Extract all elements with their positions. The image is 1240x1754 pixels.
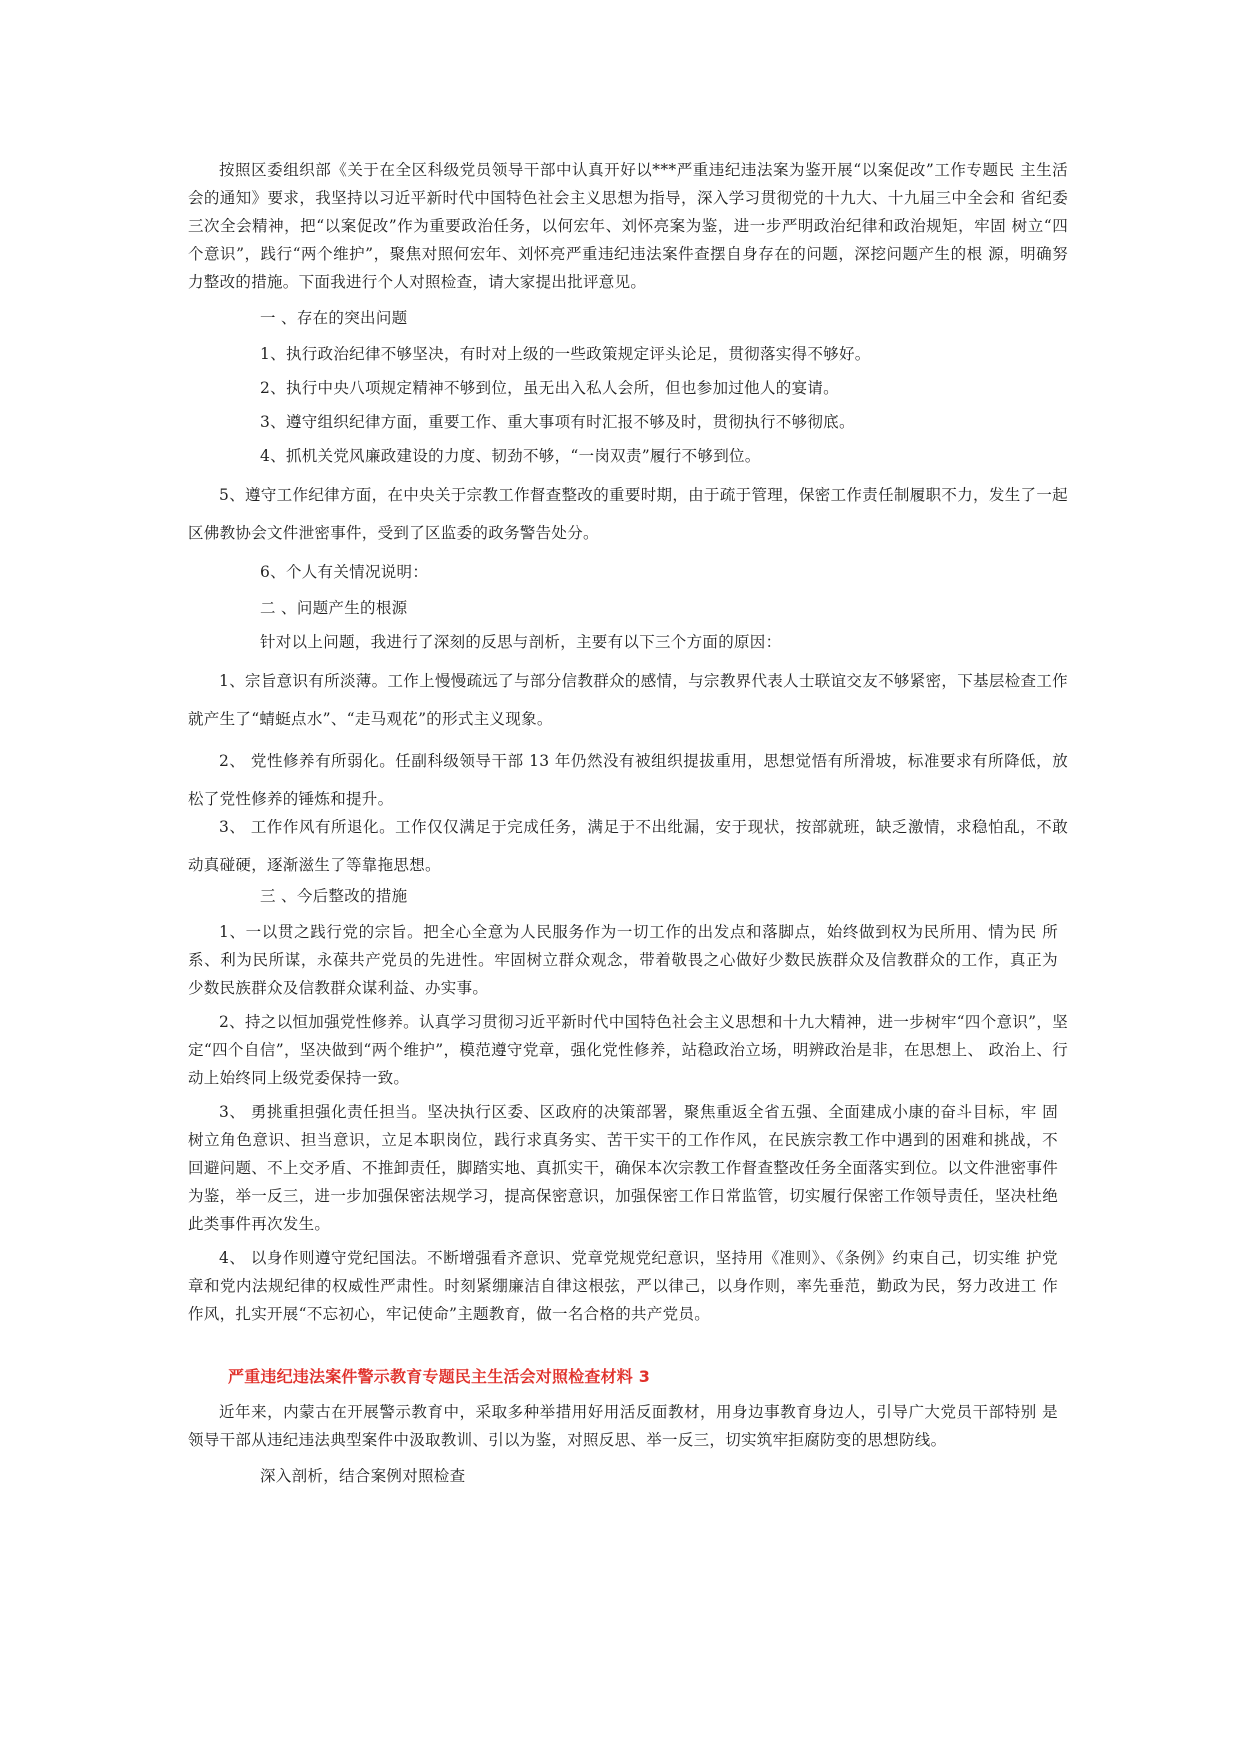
root-item-1: 1、宗旨意识有所淡薄。工作上慢慢疏远了与部分信教群众的感情，与宗教界代表人士联谊交友不够紧密，下基层检查工作就产生了“蜻蜓点水”、“走马观花”的形式主义现象。	[188, 672, 1068, 728]
doc3-subheading: 深入剖析，结合案例对照检查	[260, 1467, 466, 1485]
problem-item-1: 1、执行政治纪律不够坚决，有时对上级的一些政策规定评头论足，贯彻落实得不够好。	[260, 345, 871, 363]
problem-item-6: 6、个人有关情况说明：	[260, 563, 429, 581]
root-item-3: 3、 工作作风有所退化。工作仅仅满足于完成任务，满足于不出纰漏，安于现状，按部就班，缺乏激情，求稳怕乱，不敢动真碰硬，逐渐滋生了等靠拖思想。	[188, 818, 1068, 874]
section-heading-problems: 一 、存在的突出问题	[260, 309, 408, 327]
roots-lead: 针对以上问题，我进行了深刻的反思与剖析，主要有以下三个方面的原因：	[260, 633, 782, 651]
section-heading-measures: 三 、今后整改的措施	[260, 887, 408, 905]
root-item-2: 2、 党性修养有所弱化。任副科级领导干部 13 年仍然没有被组织提拔重用，思想觉悟有所滑坡，标准要求有所降低，放松了党性修养的锤炼和提升。	[188, 752, 1068, 808]
problem-item-5: 5、遵守工作纪律方面，在中央关于宗教工作督查整改的重要时期，由于疏于管理，保密工作责任制履职不力，发生了一起区佛教协会文件泄密事件，受到了区监委的政务警告处分。	[188, 486, 1068, 542]
section-heading-roots: 二 、问题产生的根源	[260, 599, 408, 617]
document-title: 严重违纪违法案件警示教育专题民主生活会对照检查材料 3	[228, 1367, 651, 1386]
measure-item-2: 2、持之以恒加强党性修养。认真学习贯彻习近平新时代中国特色社会主义思想和十九大精神，进一步树牢“四个意识”，坚定“四个自信”，坚决做到“两个维护”，模范遵守党章，强化党性修养，站稳政治立场，明辨政治是非，在思想上、 政治上、行动上始终同上级党委保持一致。	[188, 1013, 1068, 1087]
measure-item-3: 3、 勇挑重担强化责任担当。坚决执行区委、区政府的决策部署，聚焦重返全省五强、全面建成小康的奋斗目标，牢 固树立角色意识、担当意识，立足本职岗位，践行求真务实、苦干实干的工作作风，在民族宗教工作中遇到的困难和挑战，不 回避问题、不上交矛盾、不推卸责任，脚踏实地、真抓实干，确保本次宗教工作督查整改任务全面落实到位。以文件泄密事件 为鉴，举一反三，进一步加强保密法规学习，提高保密意识，加强保密工作日常监管，切实履行保密工作领导责任，坚决杜绝 此类事件再次发生。	[188, 1103, 1058, 1233]
doc3-intro-paragraph: 近年来，内蒙古在开展警示教育中，采取多种举措用好用活反面教材，用身边事教育身边人，引导广大党员干部特别 是领导干部从违纪违法典型案件中汲取教训、引以为鉴，对照反思、举一反三，切实筑牢拒腐防变的思想防线。	[188, 1403, 1058, 1449]
problem-item-4: 4、抓机关党风廉政建设的力度、韧劲不够，“一岗双责”履行不够到位。	[260, 447, 761, 465]
measure-item-1: 1、一以贯之践行党的宗旨。把全心全意为人民服务作为一切工作的出发点和落脚点，始终做到权为民所用、情为民 所系、利为民所谋，永葆共产党员的先进性。牢固树立群众观念，带着敬畏之心做好少数民族群众及信教群众的工作，真正为 少数民族群众及信教群众谋利益、办实事。	[188, 923, 1058, 997]
problem-item-2: 2、执行中央八项规定精神不够到位，虽无出入私人会所，但也参加过他人的宴请。	[260, 379, 839, 397]
intro-paragraph: 按照区委组织部《关于在全区科级党员领导干部中认真开好以***严重违纪违法案为鉴开展“以案促改”工作专题民 主生活会的通知》要求，我坚持以习近平新时代中国特色社会主义思想为指导，深入学习贯彻党的十九大、十九届三中全会和 省纪委三次全会精神，把“以案促改”作为重要政治任务，以何宏年、刘怀亮案为鉴，进一步严明政治纪律和政治规矩，牢固 树立“四个意识”，践行“两个维护”，聚焦对照何宏年、刘怀亮严重违纪违法案件查摆自身存在的问题，深挖问题产生的根 源，明确努力整改的措施。下面我进行个人对照检查，请大家提出批评意见。	[188, 161, 1068, 291]
measure-item-4: 4、 以身作则遵守党纪国法。不断增强看齐意识、党章党规党纪意识，坚持用《准则》、《条例》约束自己，切实维 护党章和党内法规纪律的权威性严肃性。时刻紧绷廉洁自律这根弦，严以律己，以身作则，率先垂范，勤政为民，努力改进工 作作风，扎实开展“不忘初心，牢记使命”主题教育，做一名合格的共产党员。	[188, 1249, 1058, 1323]
problem-item-3: 3、遵守组织纪律方面，重要工作、重大事项有时汇报不够及时，贯彻执行不够彻底。	[260, 413, 855, 431]
